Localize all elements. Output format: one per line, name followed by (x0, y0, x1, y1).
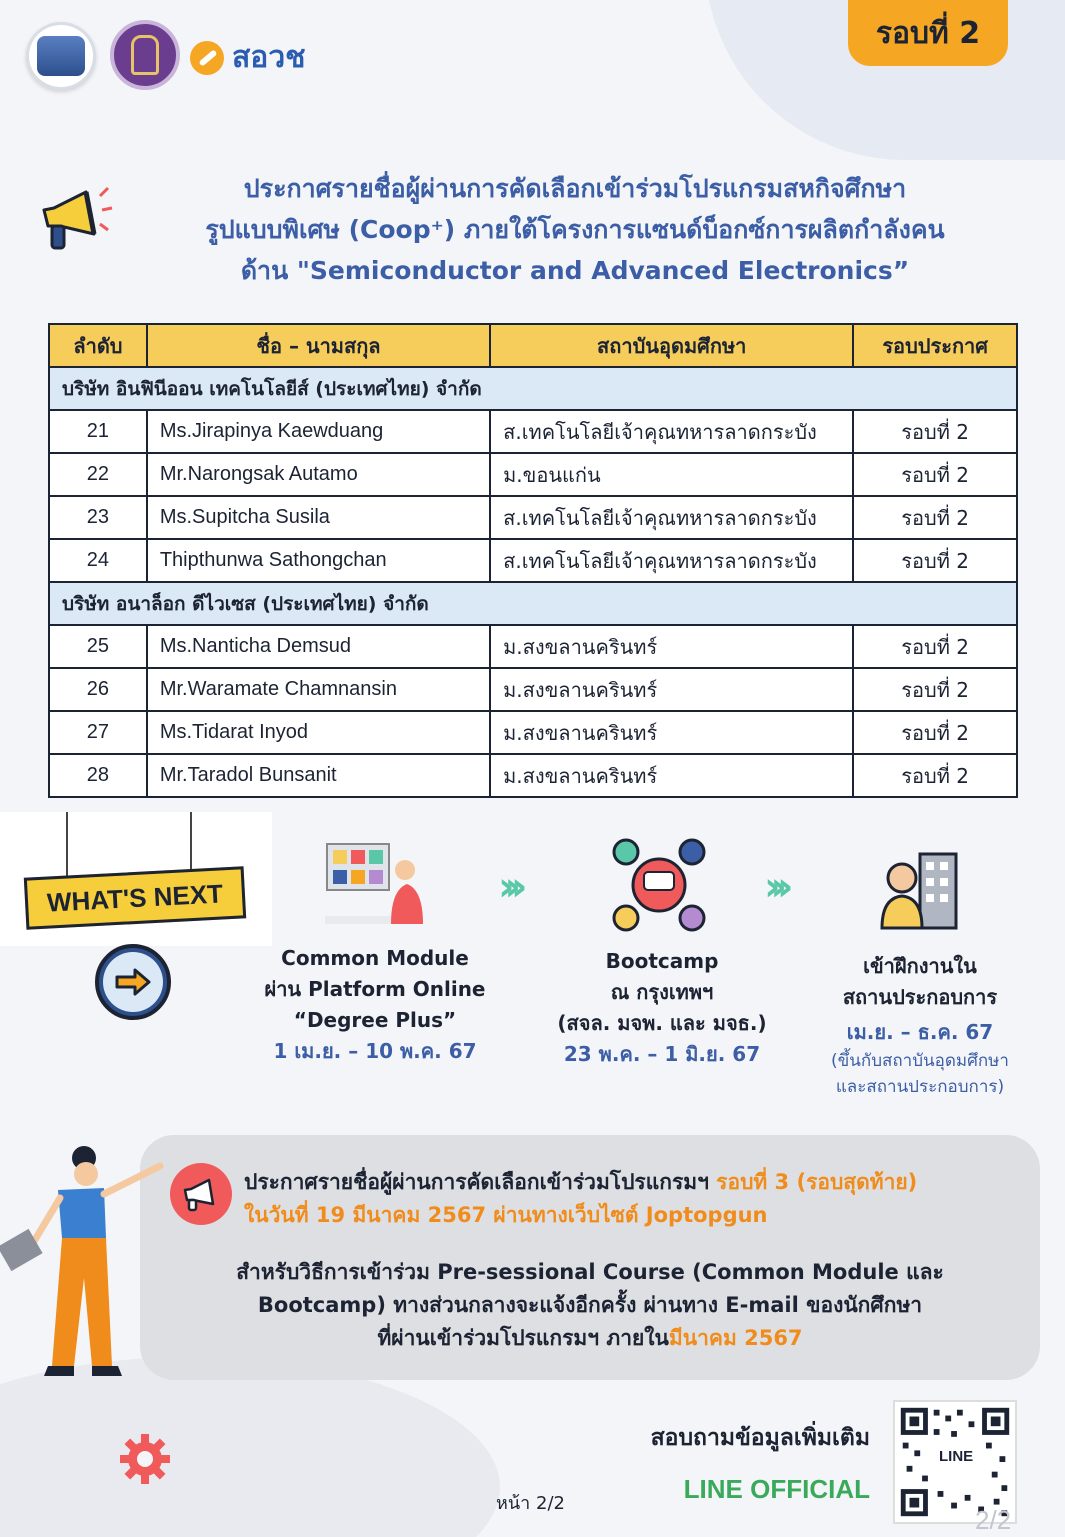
decor-blob-bottom (0, 1357, 500, 1537)
teamwork-icon (606, 832, 712, 938)
company-group-row: บริษัท อนาล็อก ดีไวเซส (ประเทศไทย) จำกัด (49, 582, 1017, 625)
chevron-right-icon: ››› (498, 864, 518, 910)
step-date: 23 พ.ค. – 1 มิ.ย. 67 (563, 1042, 761, 1066)
table-row: 24 Thipthunwa Sathongchan ส.เทคโนโลยีเจ้าคุณทหารลาดกระบัง รอบที่ 2 (49, 539, 1017, 582)
col-name-header: ชื่อ – นามสกุล (147, 324, 490, 367)
table-header-row (49, 324, 1017, 367)
results-table (48, 323, 1018, 798)
table-row: 23 Ms.Supitcha Susila ส.เทคโนโลยีเจ้าคุณทหารลาดกระบัง รอบที่ 2 (49, 496, 1017, 539)
col-round-header: รอบประกาศ (853, 324, 1017, 367)
ministry-logo (110, 20, 180, 90)
line-official-label: LINE OFFICIAL (683, 1474, 870, 1504)
table-row: 25 Ms.Nanticha Demsud ม.สงขลานครินทร์ รอบที่ 2 (49, 625, 1017, 668)
step-internship: เข้าฝึกงานใน สถานประกอบการ เม.ย. – ธ.ค. 67 (ขึ้นกับสถาบันอุดมศึกษา และสถานประกอบการ) (810, 951, 1030, 1100)
sign-string (190, 812, 192, 874)
nxpo-mark-icon (190, 41, 224, 75)
page-number: หน้า 2/2 (496, 1493, 565, 1514)
office-worker-icon (880, 850, 960, 930)
col-no-header: ลำดับ (49, 324, 147, 367)
table-row: 27 Ms.Tidarat Inyod ม.สงขลานครินทร์ รอบที่ 2 (49, 711, 1017, 754)
round-badge: รอบที่ 2 (848, 0, 1008, 66)
step-date: 1 เม.ย. – 10 พ.ค. 67 (273, 1039, 477, 1063)
page-title: ประกาศรายชื่อผู้ผ่านการคัดเลือกเข้าร่วมโปรแกรมสหกิจศึกษา รูปแบบพิเศษ (Coop⁺) ภายใต้โครงการแซนด์บ็อกซ์การผลิตกำลังคน ด้าน "Semiconductor and Advanced Electronics” (205, 174, 945, 285)
chevron-right-icon: ››› (764, 864, 784, 910)
step-bootcamp: Bootcamp ณ กรุงเทพฯ (สจล. มจพ. และ มจธ.) 23 พ.ค. – 1 มิ.ย. 67 (540, 946, 784, 1070)
page-indicator: 2/2 (975, 1505, 1012, 1535)
table-row: 22 Mr.Narongsak Autamo ม.ขอนแก่น รอบที่ 2 (49, 453, 1017, 496)
col-institution-header: สถาบันอุดมศึกษา (490, 324, 853, 367)
contact-info: สอบถามข้อมูลเพิ่มเติม LINE OFFICIAL (560, 1420, 870, 1505)
qr-line-label: LINE (939, 1448, 974, 1465)
whats-next-sign: WHAT'S NEXT (24, 866, 246, 929)
woman-presenter-illustration (0, 1138, 170, 1383)
nxpo-logo: สอวช (190, 34, 306, 81)
step-date: เม.ย. – ธ.ค. 67 (846, 1020, 994, 1044)
table-row: 28 Mr.Taradol Bunsanit ม.สงขลานครินทร์ รอบที่ 2 (49, 754, 1017, 797)
presessional-note: สำหรับวิธีการเข้าร่วม Pre-sessional Course (Common Module และ Bootcamp) ทางส่วนกลางจะแจ้งอีกครั้ง ผ่านทาง E-mail ของนักศึกษา ที่ผ่านเข้าร่วมโปรแกรมฯ ภายในมีนาคม 2567 (236, 1260, 944, 1350)
megaphone-icon (170, 1163, 232, 1225)
gear-icon (118, 1432, 172, 1486)
step-common-module: Common Module ผ่าน Platform Online “Degree Plus” 1 เม.ย. – 10 พ.ค. 67 (255, 943, 495, 1067)
table-row: 21 Ms.Jirapinya Kaewduang ส.เทคโนโลยีเจ้าคุณทหารลาดกระบัง รอบที่ 2 (49, 410, 1017, 453)
table-row: 26 Mr.Waramate Chamnansin ม.สงขลานครินทร์ รอบที่ 2 (49, 668, 1017, 711)
university-logo (26, 22, 96, 90)
online-class-icon (325, 840, 425, 930)
sign-string (66, 812, 68, 882)
round3-announcement: ประกาศรายชื่อผู้ผ่านการคัดเลือกเข้าร่วมโปรแกรมฯ รอบที่ 3 (รอบสุดท้าย) ในวันที่ 19 มีนาคม 2567 ผ่านทางเว็บไซต์ Joptopgun (244, 1170, 918, 1227)
company-group-row: บริษัท อินฟินีออน เทคโนโลยีส์ (ประเทศไทย) จำกัด (49, 367, 1017, 410)
megaphone-icon (38, 182, 116, 254)
arrow-right-icon (95, 944, 171, 1020)
